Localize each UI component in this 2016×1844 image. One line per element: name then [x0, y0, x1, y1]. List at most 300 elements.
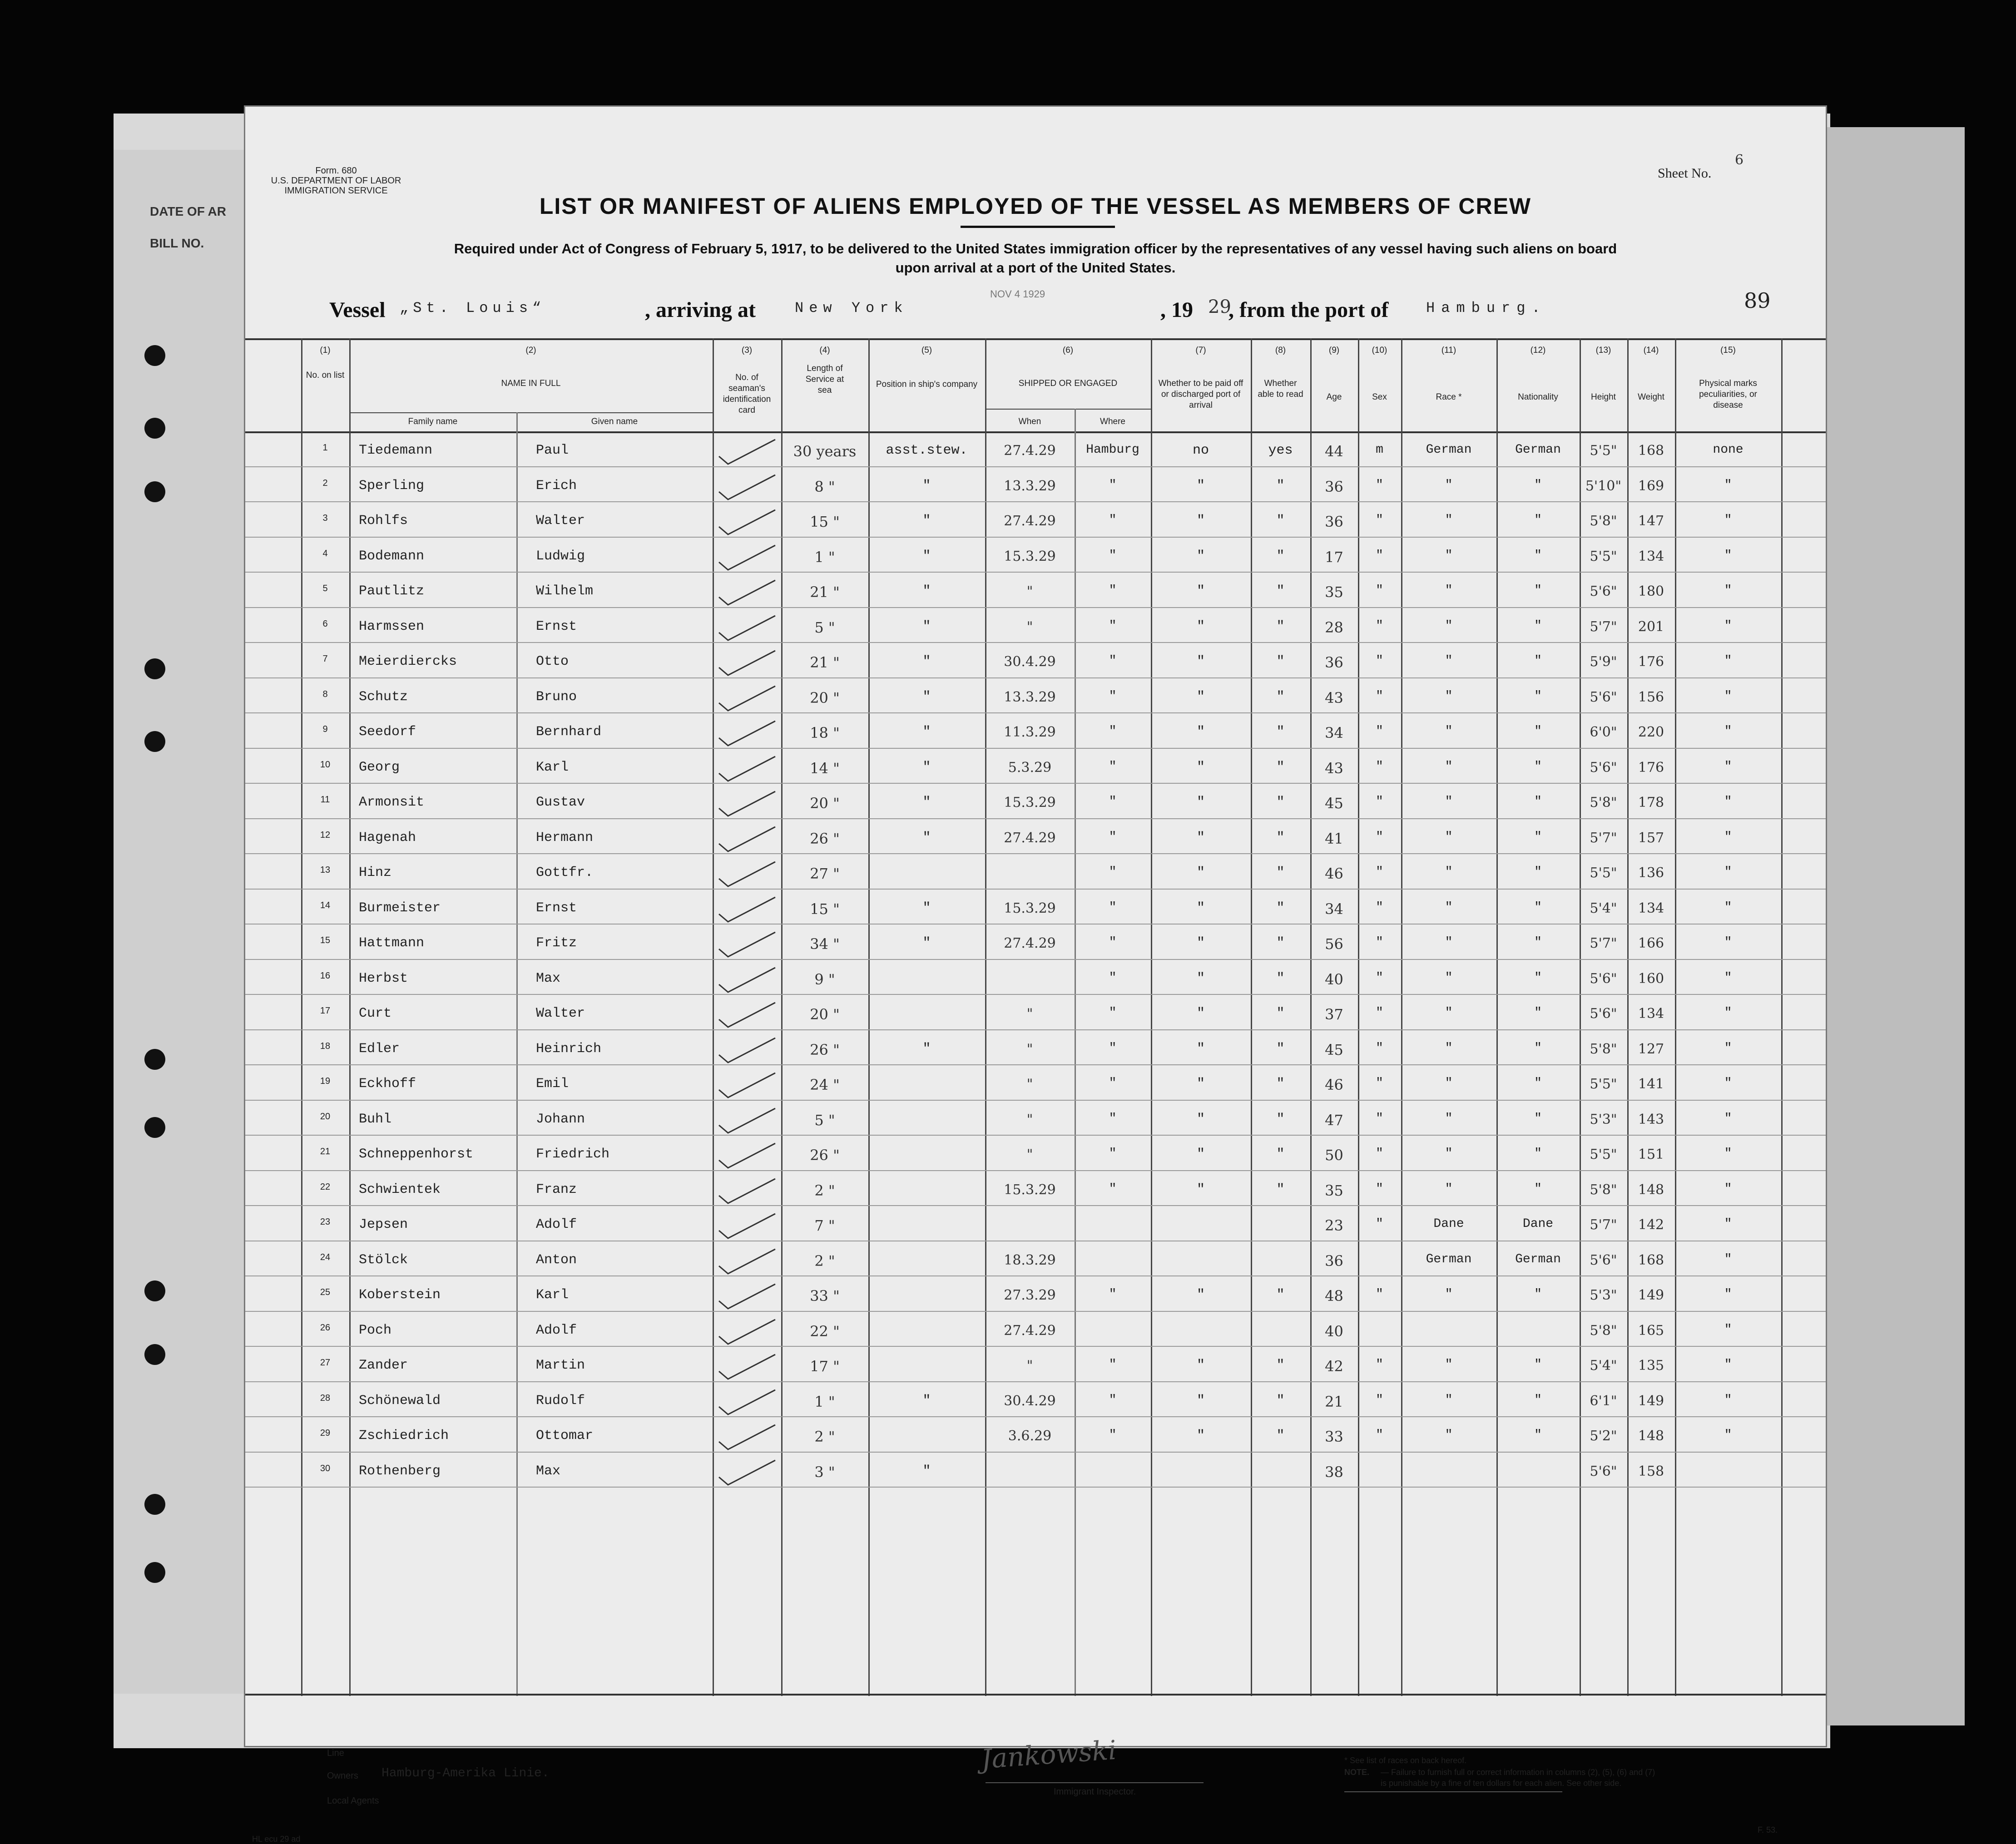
family-name: Tiedemann: [359, 443, 433, 458]
shipped-when: 27.4.29: [1004, 443, 1056, 459]
family-name: Jepsen: [359, 1217, 408, 1232]
row-number: 10: [320, 759, 331, 770]
check-mark-icon: [715, 894, 779, 925]
row-number: 27: [320, 1358, 331, 1368]
col3-number: (3): [741, 346, 753, 355]
height: 5'3": [1590, 1111, 1617, 1127]
margin-stamp-date: DATE OF AR: [150, 204, 226, 218]
height: 5'7": [1590, 1217, 1617, 1233]
given-name: Bruno: [536, 689, 577, 705]
paid-off: ": [1196, 654, 1205, 669]
sex: ": [1376, 1006, 1383, 1020]
family-name: Hinz: [359, 865, 392, 880]
page-number: 89: [1744, 288, 1771, 313]
nationality: ": [1534, 618, 1542, 633]
row-number: 3: [322, 513, 328, 523]
row-number: 8: [322, 689, 328, 699]
weight: 143: [1638, 1111, 1664, 1127]
height: 5'5": [1590, 865, 1617, 881]
weight: 148: [1638, 1428, 1664, 1444]
physical-marks: ": [1724, 689, 1732, 703]
age: 34: [1325, 900, 1343, 918]
col14-header: Weight: [1638, 392, 1664, 402]
shipped-where: ": [1109, 1041, 1117, 1055]
nationality: ": [1534, 478, 1542, 492]
race: ": [1445, 1006, 1453, 1020]
col13-number: (13): [1595, 346, 1611, 355]
col2-header: NAME IN FULL: [501, 379, 561, 388]
paid-off: ": [1196, 1358, 1205, 1373]
physical-marks: ": [1724, 900, 1732, 915]
col6-where-header: Where: [1100, 417, 1125, 426]
form-number: Form. 680: [315, 166, 357, 176]
shipped-where: ": [1109, 1147, 1117, 1161]
sex: ": [1376, 1287, 1383, 1301]
shipped-when: ": [1026, 1147, 1033, 1162]
check-mark-icon: [715, 471, 779, 503]
physical-marks: ": [1724, 1287, 1732, 1301]
paid-off: ": [1196, 759, 1205, 775]
binder-hole: [144, 1280, 165, 1301]
row-number: 28: [320, 1393, 331, 1403]
age: 37: [1325, 1006, 1343, 1023]
check-mark-icon: [715, 1351, 779, 1383]
service-length: 26 ": [810, 1041, 840, 1058]
age: 35: [1325, 1182, 1343, 1199]
margin-stamp-bill: BILL NO.: [150, 236, 204, 250]
check-mark-icon: [715, 542, 779, 573]
check-mark-icon: [715, 1210, 779, 1242]
race: ": [1445, 724, 1453, 738]
nationality: ": [1534, 724, 1542, 738]
col6-number: (6): [1062, 346, 1074, 355]
nationality: ": [1534, 830, 1542, 844]
weight: 149: [1638, 1287, 1664, 1303]
vessel-label: Vessel: [329, 298, 386, 322]
position: ": [922, 513, 931, 529]
row-separator: [245, 818, 1826, 819]
col11-header: Race *: [1436, 392, 1462, 402]
binder-hole: [144, 1344, 165, 1365]
shipped-subheader-line: [985, 409, 1151, 410]
shipped-where: Hamburg: [1086, 443, 1139, 457]
given-name: Erich: [536, 478, 577, 494]
paid-off: ": [1196, 970, 1205, 986]
check-mark-icon: [715, 1457, 779, 1488]
shipped-where: ": [1109, 513, 1117, 527]
given-name: Anton: [536, 1252, 577, 1268]
weight: 201: [1638, 618, 1664, 635]
check-mark-icon: [715, 1140, 779, 1172]
row-separator: [245, 1381, 1826, 1382]
height: 6'0": [1590, 724, 1617, 740]
weight: 156: [1638, 689, 1664, 705]
weight: 127: [1638, 1041, 1664, 1057]
binder-hole: [144, 1117, 165, 1138]
able-to-read: ": [1276, 478, 1285, 494]
position: ": [922, 795, 931, 810]
shipped-where: ": [1109, 689, 1117, 703]
sex: ": [1376, 1358, 1383, 1372]
check-mark-icon: [715, 682, 779, 714]
sex: ": [1376, 689, 1383, 703]
physical-marks: ": [1724, 1182, 1732, 1196]
check-mark-icon: [715, 436, 779, 468]
height: 5'8": [1590, 1322, 1617, 1339]
weight: 148: [1638, 1182, 1664, 1198]
able-to-read: yes: [1268, 443, 1293, 458]
sex: ": [1376, 1076, 1383, 1090]
col8-number: (8): [1275, 346, 1286, 355]
check-mark-icon: [715, 612, 779, 644]
manifest-sheet: [245, 107, 1826, 1844]
family-name: Curt: [359, 1006, 392, 1021]
col14-number: (14): [1643, 346, 1659, 355]
race: ": [1445, 1287, 1453, 1301]
shipped-where: ": [1109, 478, 1117, 492]
sex: ": [1376, 900, 1383, 915]
given-name: Max: [536, 970, 561, 986]
race: ": [1445, 1147, 1453, 1161]
age: 28: [1325, 618, 1343, 636]
shipped-where: ": [1109, 724, 1117, 738]
position: ": [922, 583, 931, 599]
age: 40: [1325, 970, 1343, 988]
age: 45: [1325, 1041, 1343, 1058]
physical-marks: ": [1724, 1006, 1732, 1020]
height: 5'4": [1590, 900, 1617, 916]
able-to-read: ": [1276, 970, 1285, 986]
age: 47: [1325, 1111, 1343, 1129]
position: ": [922, 935, 931, 951]
table-header-border: [245, 431, 1826, 433]
weight: 160: [1638, 970, 1664, 987]
col9-number: (9): [1328, 346, 1340, 355]
given-name: Paul: [536, 443, 569, 458]
age: 56: [1325, 935, 1343, 953]
position: ": [922, 689, 931, 705]
sex: ": [1376, 795, 1383, 809]
race: ": [1445, 1111, 1453, 1126]
col1-header: No. on list: [306, 371, 345, 380]
family-name: Hattmann: [359, 935, 425, 951]
shipped-when: 15.3.29: [1004, 548, 1056, 564]
able-to-read: ": [1276, 1287, 1285, 1303]
form-department: U.S. DEPARTMENT OF LABOR: [271, 176, 401, 186]
able-to-read: ": [1276, 1182, 1285, 1197]
race: ": [1445, 478, 1453, 492]
physical-marks: ": [1724, 865, 1732, 879]
physical-marks: ": [1724, 795, 1732, 809]
row-number: 17: [320, 1006, 331, 1016]
shipped-where: ": [1109, 1076, 1117, 1090]
row-separator: [245, 537, 1826, 538]
given-name: Johann: [536, 1111, 585, 1127]
note-text-2: is punishable by a fine of ten dollars for each alien. See other side.: [1381, 1779, 1622, 1788]
paid-off: no: [1192, 443, 1209, 458]
family-name: Zschiedrich: [359, 1428, 449, 1444]
physical-marks: ": [1724, 618, 1732, 633]
shipped-when: 13.3.29: [1004, 689, 1056, 705]
service-length: 18 ": [810, 724, 840, 742]
service-length: 33 ": [810, 1287, 840, 1305]
inspector-signature: Jankowski: [980, 1734, 1118, 1775]
sex: ": [1376, 513, 1383, 527]
age: 43: [1325, 759, 1343, 777]
row-separator: [245, 1170, 1826, 1171]
year-label: , 19: [1160, 298, 1193, 322]
nationality: ": [1534, 1393, 1542, 1407]
race: ": [1445, 689, 1453, 703]
shipped-when: ": [1026, 1076, 1033, 1092]
position: ": [922, 900, 931, 916]
row-number: 29: [320, 1428, 331, 1438]
given-name: Walter: [536, 1006, 585, 1021]
physical-marks: ": [1724, 935, 1732, 949]
given-name: Adolf: [536, 1217, 577, 1232]
service-length: 2 ": [814, 1428, 835, 1445]
check-mark-icon: [715, 823, 779, 855]
shipped-when: 27.4.29: [1004, 830, 1056, 846]
nationality: ": [1534, 1111, 1542, 1126]
col7-number: (7): [1195, 346, 1206, 355]
row-separator: [245, 1029, 1826, 1030]
nationality: ": [1534, 513, 1542, 527]
age: 46: [1325, 1076, 1343, 1093]
nationality: German: [1515, 1252, 1561, 1266]
age: 17: [1325, 548, 1343, 566]
paid-off: ": [1196, 583, 1205, 599]
nationality: ": [1534, 900, 1542, 915]
family-name: Buhl: [359, 1111, 392, 1127]
col7-header: Whether to be paid off or discharged port of arrival: [1158, 379, 1243, 410]
given-name: Rudolf: [536, 1393, 585, 1409]
row-separator: [245, 1346, 1826, 1347]
sex: ": [1376, 724, 1383, 738]
height: 6'1": [1590, 1393, 1617, 1409]
physical-marks: ": [1724, 548, 1732, 563]
family-name: Herbst: [359, 970, 408, 986]
weight: 134: [1638, 1006, 1664, 1022]
able-to-read: ": [1276, 618, 1285, 634]
shipped-when: ": [1026, 1111, 1033, 1127]
service-length: 15 ": [810, 900, 840, 918]
race: ": [1445, 654, 1453, 668]
check-mark-icon: [715, 1105, 779, 1137]
family-name: Rohlfs: [359, 513, 408, 529]
weight: 157: [1638, 830, 1664, 846]
inspector-label: Immigrant Inspector.: [1054, 1787, 1136, 1797]
col9-header: Age: [1326, 392, 1342, 402]
able-to-read: ": [1276, 900, 1285, 916]
nationality: ": [1534, 1182, 1542, 1196]
given-name: Karl: [536, 759, 569, 775]
row-separator: [245, 1275, 1826, 1276]
paid-off: ": [1196, 478, 1205, 494]
age: 36: [1325, 654, 1343, 671]
shipped-when: ": [1026, 1006, 1033, 1022]
service-length: 21 ": [810, 583, 840, 601]
service-length: 3 ": [814, 1463, 835, 1481]
paid-off: ": [1196, 1076, 1205, 1092]
position: ": [922, 1463, 931, 1479]
family-name: Sperling: [359, 478, 425, 494]
row-separator: [245, 748, 1826, 749]
height: 5'6": [1590, 1252, 1617, 1268]
family-name: Bodemann: [359, 548, 425, 564]
race: ": [1445, 900, 1453, 915]
age: 21: [1325, 1393, 1343, 1410]
race: ": [1445, 583, 1453, 598]
physical-marks: ": [1724, 478, 1732, 492]
able-to-read: ": [1276, 513, 1285, 529]
shipped-when: 11.3.29: [1004, 724, 1056, 740]
able-to-read: ": [1276, 830, 1285, 845]
nationality: Dane: [1522, 1217, 1554, 1231]
row-separator: [245, 959, 1826, 960]
row-number: 16: [320, 970, 331, 981]
position: ": [922, 548, 931, 564]
race: ": [1445, 548, 1453, 563]
row-number: 5: [322, 583, 328, 593]
col-divider: [713, 338, 714, 1696]
given-name: Gottfr.: [536, 865, 594, 880]
service-length: 30 years: [793, 443, 857, 460]
service-length: 20 ": [810, 689, 840, 707]
check-mark-icon: [715, 753, 779, 785]
able-to-read: ": [1276, 795, 1285, 810]
weight: 136: [1638, 865, 1664, 881]
able-to-read: ": [1276, 1358, 1285, 1373]
sheet-no-label: Sheet No.: [1658, 166, 1712, 181]
sex: ": [1376, 1147, 1383, 1161]
age: 36: [1325, 478, 1343, 495]
given-name: Max: [536, 1463, 561, 1479]
sex: ": [1376, 935, 1383, 949]
binder-hole: [144, 731, 165, 752]
race: ": [1445, 1182, 1453, 1196]
col4-header: Length of Service at sea: [805, 364, 844, 395]
given-name: Walter: [536, 513, 585, 529]
shipped-where: ": [1109, 583, 1117, 598]
row-separator: [245, 1100, 1826, 1101]
year-value: 29: [1208, 297, 1231, 317]
paid-off: ": [1196, 865, 1205, 880]
shipped-where: ": [1109, 1428, 1117, 1442]
nationality: ": [1534, 865, 1542, 879]
paid-off: ": [1196, 795, 1205, 810]
col5-number: (5): [921, 346, 932, 355]
race: Dane: [1433, 1217, 1464, 1231]
height: 5'9": [1590, 654, 1617, 670]
shipped-when: 27.4.29: [1004, 513, 1056, 529]
col2-given-header: Given name: [591, 417, 638, 426]
sex: ": [1376, 865, 1383, 879]
given-name: Gustav: [536, 795, 585, 810]
age: 23: [1325, 1217, 1343, 1234]
height: 5'8": [1590, 1182, 1617, 1198]
height: 5'10": [1585, 478, 1622, 494]
col-divider: [301, 338, 302, 1696]
nationality: ": [1534, 970, 1542, 985]
nationality: ": [1534, 654, 1542, 668]
height: 5'8": [1590, 513, 1617, 529]
shipped-where: ": [1109, 759, 1117, 774]
nationality: ": [1534, 795, 1542, 809]
col-divider: [516, 412, 518, 1696]
weight: 134: [1638, 900, 1664, 916]
binder-hole: [144, 481, 165, 502]
physical-marks: ": [1724, 830, 1732, 844]
physical-marks: ": [1724, 1252, 1732, 1266]
row-number: 18: [320, 1041, 331, 1051]
row-separator: [245, 712, 1826, 713]
row-separator: [245, 783, 1826, 784]
race: ": [1445, 513, 1453, 527]
shipped-when: 30.4.29: [1004, 1393, 1056, 1409]
shipped-where: ": [1109, 618, 1117, 633]
position: ": [922, 618, 931, 634]
weight: 176: [1638, 654, 1664, 670]
height: 5'5": [1590, 548, 1617, 564]
age: 36: [1325, 513, 1343, 530]
table-bottom-border: [245, 1694, 1826, 1696]
row-separator: [245, 1205, 1826, 1206]
service-length: 14 ": [810, 759, 840, 777]
row-number: 21: [320, 1147, 331, 1157]
check-mark-icon: [715, 717, 779, 749]
col8-header: Whether able to read: [1258, 379, 1303, 399]
check-mark-icon: [715, 999, 779, 1031]
paid-off: ": [1196, 548, 1205, 564]
able-to-read: ": [1276, 724, 1285, 740]
weight: 158: [1638, 1463, 1664, 1479]
height: 5'8": [1590, 795, 1617, 811]
row-separator: [245, 501, 1826, 502]
sex: ": [1376, 830, 1383, 844]
height: 5'6": [1590, 1006, 1617, 1022]
physical-marks: ": [1724, 759, 1732, 774]
weight: 180: [1638, 583, 1664, 599]
row-number: 7: [322, 654, 328, 664]
note-star: * See list of races on back hereof.: [1344, 1756, 1467, 1765]
subtitle-line1: Required under Act of Congress of February 5, 1917, to be delivered to the United States immigration officer by the representatives of any vessel having such aliens on board: [454, 241, 1617, 257]
check-mark-icon: [715, 1246, 779, 1277]
given-name: Bernhard: [536, 724, 602, 740]
family-name: Schutz: [359, 689, 408, 705]
col1-number: (1): [320, 346, 331, 355]
row-number: 13: [320, 865, 331, 875]
able-to-read: ": [1276, 1428, 1285, 1444]
height: 5'6": [1590, 759, 1617, 776]
subtitle-line2: upon arrival at a port of the United States.: [895, 260, 1176, 276]
col13-header: Height: [1591, 392, 1616, 402]
col12-number: (12): [1530, 346, 1546, 355]
shipped-when: 15.3.29: [1004, 795, 1056, 811]
row-number: 15: [320, 935, 331, 945]
shipped-when: 27.4.29: [1004, 1322, 1056, 1339]
race: ": [1445, 1041, 1453, 1055]
physical-marks: ": [1724, 1322, 1732, 1337]
check-mark-icon: [715, 858, 779, 890]
age: 44: [1325, 443, 1343, 460]
shipped-where: ": [1109, 900, 1117, 915]
service-length: 17 ": [810, 1358, 840, 1375]
check-mark-icon: [715, 506, 779, 538]
physical-marks: ": [1724, 1217, 1732, 1231]
row-separator: [245, 572, 1826, 573]
family-name: Edler: [359, 1041, 400, 1057]
